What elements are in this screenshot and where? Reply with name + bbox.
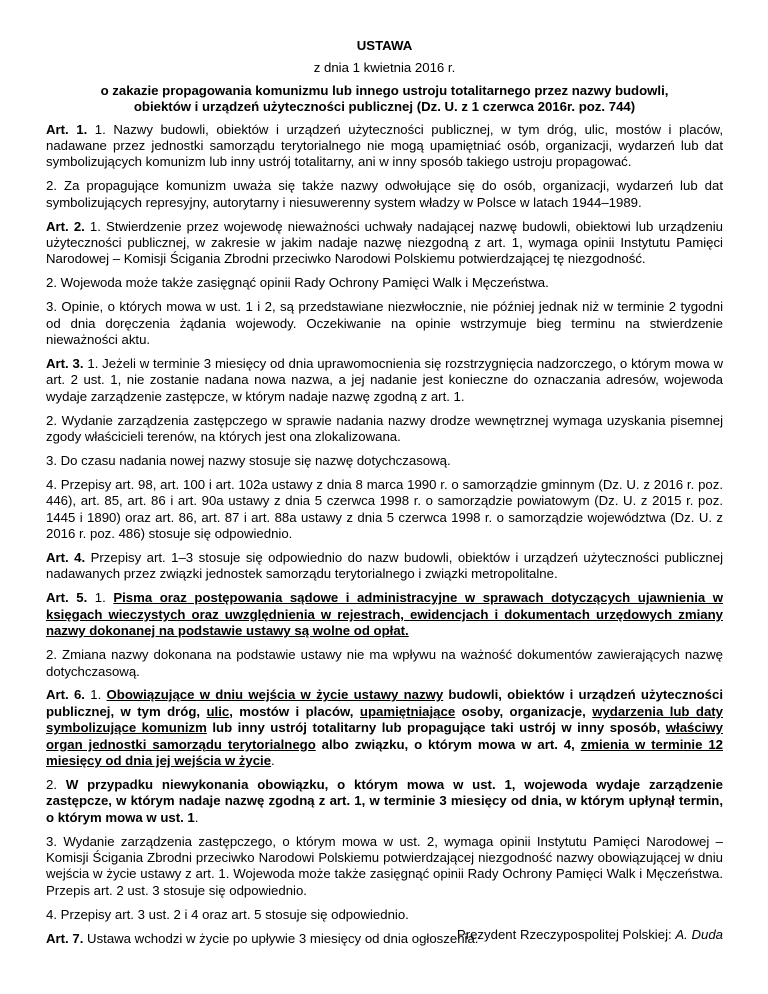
art6-paragraph-1: [46, 687, 723, 769]
art3-paragraph-3: 3. Do czasu nadania nowej nazwy stosuje się nazwę dotychczasową.: [46, 453, 451, 469]
art6-t-l: .: [271, 753, 275, 769]
art1-text-1: 1. Nazwy budowli, obiektów i urządzeń użyteczności publicznej, w tym dróg, ulic, mostów i placów, nadawane przez jednostki samorządu terytorialnego nie mogą upamiętniać osób, organizacji, wydarzeń lub dat symbolizujących komunizm lub inny ustrój totalitarny, ani w inny sposób takiego ustroju propagować.: [46, 121, 724, 170]
art5-lead: 1.: [87, 590, 114, 606]
art6-u-g: wydarzenia lub daty symbolizujące komunizm: [46, 703, 724, 736]
art6-p2-lead: 2.: [46, 776, 66, 792]
art5-paragraph-2: 2. Zmiana nazwy dokonana na podstawie ustawy nie ma wpływu na ważność dokumentów zawierających nazwę dotychczasową.: [46, 647, 723, 679]
art6-p2-end: .: [194, 809, 199, 825]
art3-paragraph-1: [46, 356, 723, 405]
art7-label: Art. 7.: [46, 930, 84, 946]
art6-t-h: lub inny ustrój totalitarny lub propagujące taki ustrój w inny sposób,: [206, 720, 666, 736]
art5-highlight: Pisma oraz postępowania sądowe i administracyjne w sprawach dotyczących ujawnienia w księgach wieczystych oraz uwzględnienia w rejestrach, ewidencjach i dokumentach urzędowych zmiany nazwy dokonanej na podstawie ustawy są wolne od opłat.: [46, 590, 723, 639]
art3-text-1: 1. Jeżeli w terminie 3 miesięcy od dnia uprawomocnienia się rozstrzygnięcia nadzorczego, o którym mowa w art. 2 ust. 1, nie zostanie nadana nowa nazwa, a jej nadanie jest konieczne do oznaczania adresów, wojewoda wydaje zarządzenie zastępcze, w którym nadaje nazwę zgodną z art. 1.: [46, 356, 723, 404]
art6-t-d: , mostów i placów,: [229, 703, 360, 719]
subtitle-line-2: obiektów i urządzeń użyteczności publicznej (Dz. U. z 1 czerwca 2016r. poz. 744): [133, 99, 636, 115]
art1-paragraph-1: [46, 122, 723, 171]
art4-label: Art. 4.: [46, 550, 86, 566]
art6-paragraph-2: [46, 777, 723, 826]
art6-lead: 1.: [84, 687, 107, 703]
art6-p2-bold: W przypadku niewykonania obowiązku, o którym mowa w ust. 1, wojewoda wydaje zarządzenie zastępcze, w którym nadaje nazwę zgodną z art. 1, w terminie 3 miesięcy od dnia, w którym upłynął termin, o którym mowa w ust. 1: [46, 776, 723, 825]
art6-t-j: albo związku, o którym mowa w art. 4,: [315, 736, 581, 752]
art6-u-e: upamiętniające: [359, 703, 456, 719]
art6-u-k: zmienia w terminie 12 miesięcy od dnia jej wejścia w życie: [46, 736, 723, 769]
subtitle-line-1: o zakazie propagowania komunizmu lub innego ustroju totalitarnego przez nazwy budowli,: [100, 82, 669, 98]
art6-label: Art. 6.: [46, 687, 85, 703]
art1-paragraph-2: 2. Za propagujące komunizm uważa się także nazwy odwołujące się do osób, organizacji, wydarzeń lub dat symbolizujących represyjny, autorytarny i niesuwerenny system władzy w Polsce w latach 1944–1989.: [46, 178, 723, 210]
art6-t-f: osoby, organizacje,: [455, 703, 593, 719]
signature: [46, 927, 723, 943]
signature-name: A. Duda: [675, 927, 723, 942]
signature-role: Prezydent Rzeczypospolitej Polskiej:: [456, 927, 676, 942]
art6-u-a: Obowiązujące w dniu wejścia w życie ustawy nazwy: [106, 687, 444, 703]
art3-paragraph-2: 2. Wydanie zarządzenia zastępczego w sprawie nadania nazwy drodze wewnętrznej wymaga uzyskania pisemnej zgody właścicieli terenów, na których jest ona zlokalizowana.: [46, 412, 723, 445]
art2-paragraph-3: 3. Opinie, o których mowa w ust. 1 i 2, są przedstawiane niezwłocznie, nie później jednak niż w terminie 2 tygodni od dnia doręczenia żądania wojewody. Oczekiwanie na opinie wstrzymuje bieg terminu na stwierdzenie nieważności aktu.: [46, 299, 723, 348]
art6-u-i: właściwy organ jednostki samorządu terytorialnego: [46, 720, 723, 752]
art4-paragraph-1: [46, 550, 723, 583]
art5-paragraph-1: [46, 590, 723, 639]
art7-text-1: Ustawa wchodzi w życie po upływie 3 miesięcy od dnia ogłoszenia.: [83, 930, 479, 946]
art3-label: Art. 3.: [46, 356, 84, 371]
document-title: USTAWA: [356, 38, 413, 53]
art3-paragraph-4: 4. Przepisy art. 98, art. 100 i art. 102a ustawy z dnia 8 marca 1990 r. o samorządzie gminnym (Dz. U. z 2016 r. poz. 446), art. 85, art. 86 i art. 90a ustawy z dnia 5 czerwca 1998 r. o samorządzie powiatowym (Dz. U. z 2015 r. poz. 1445 i 1890) oraz art. 86, art. 87 i art. 88a ustawy z dnia 5 czerwca 1998 r. o samorządzie województwa (Dz. U. z 2016 r. poz. 486) stosuje się odpowiednio.: [46, 476, 723, 542]
art2-label: Art. 2.: [46, 218, 85, 234]
art2-paragraph-1: [46, 219, 723, 268]
document-date: z dnia 1 kwietnia 2016 r.: [313, 60, 456, 76]
art6-t-b: budowli, obiektów i urządzeń użyteczności publicznej, w tym dróg,: [46, 687, 724, 719]
document-subtitle: [46, 83, 723, 116]
art6-u-c: ulic: [206, 703, 230, 719]
art6-paragraph-4: 4. Przepisy art. 3 ust. 2 i 4 oraz art. 5 stosuje się odpowiednio.: [46, 906, 409, 922]
art5-label: Art. 5.: [46, 590, 88, 606]
art2-paragraph-2: 2. Wojewoda może także zasięgnąć opinii Rady Ochrony Pamięci Walk i Męczeństwa.: [46, 275, 549, 291]
art1-label: Art. 1.: [46, 121, 88, 137]
art4-text-1: Przepisy art. 1–3 stosuje się odpowiednio do nazw budowli, obiektów i urządzeń użyteczności publicznej nadawanych przez związki jednostek samorządu terytorialnego i związki metropolitalne.: [46, 550, 724, 582]
art6-paragraph-3: 3. Wydanie zarządzenia zastępczego, o którym mowa w ust. 2, wymaga opinii Instytutu Pamięci Narodowej – Komisji Ścigania Zbrodni przeciwko Narodowi Polskiemu potwierdzającej niezgodność nazwy obowiązującej w dniu wejścia w życie ustawy z art. 1. Wojewoda może także zasięgnąć opinii Rady Ochrony Pamięci Walk i Męczeństwa. Przepis art. 2 ust. 3 stosuje się odpowiednio.: [46, 833, 723, 898]
art2-text-1: 1. Stwierdzenie przez wojewodę nieważności uchwały nadającej nazwę budowli, obiektowi lub urządzeniu użyteczności publicznej, w zakresie w jakim nadaje nazwę niezgodną z art. 1, wymaga opinii Instytutu Pamięci Narodowej – Komisji Ścigania Zbrodni przeciwko Narodowi Polskiemu potwierdzającej tę niezgodność.: [46, 218, 724, 267]
